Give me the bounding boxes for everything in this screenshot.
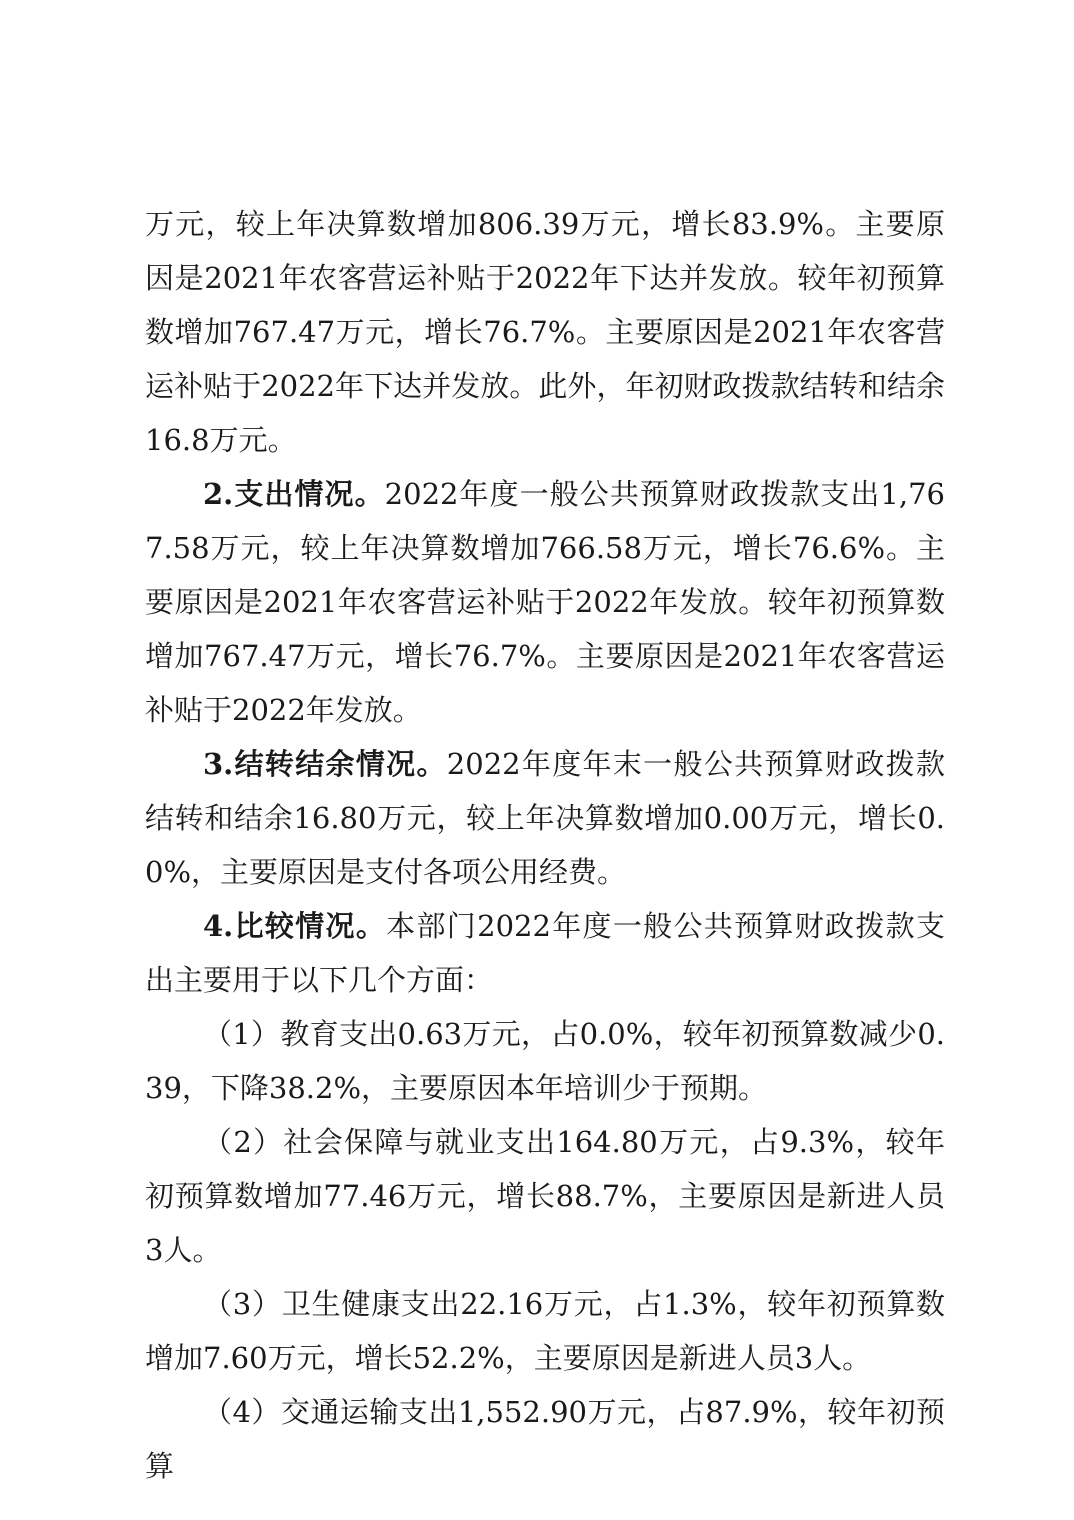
- paragraph-heading: 2.支出情况。: [203, 477, 385, 511]
- list-item-education: [145, 1007, 945, 1115]
- paragraph-carryover: [145, 737, 945, 899]
- list-item-social-security: [145, 1115, 945, 1277]
- paragraph-text: 本部门2022年度一般公共预算财政拨款支出主要用于以下几个方面：: [145, 909, 945, 997]
- body-text: [145, 197, 945, 1493]
- paragraph-heading: 4.比较情况。: [203, 909, 387, 943]
- paragraph-income-continued: [145, 197, 945, 467]
- paragraph-text: 万元，较上年决算数增加806.39万元，增长83.9%。主要原因是2021年农客营运补贴于2022年下达并发放。较年初预算数增加767.47万元，增长76.7%。主要原因是2021年农客营运补贴于2022年下达并发放。此外，年初财政拨款结转和结余16.8万元。: [145, 207, 945, 457]
- paragraph-heading: 3.结转结余情况。: [203, 747, 447, 781]
- paragraph-text: （1）教育支出0.63万元，占0.0%，较年初预算数减少0.39，下降38.2%，主要原因本年培训少于预期。: [145, 1017, 945, 1105]
- paragraph-text: 2022年度年末一般公共预算财政拨款结转和结余16.80万元，较上年决算数增加0.00万元，增长0.0%，主要原因是支付各项公用经费。: [145, 747, 945, 889]
- paragraph-text: （2）社会保障与就业支出164.80万元，占9.3%，较年初预算数增加77.46万元，增长88.7%，主要原因是新进人员3人。: [145, 1125, 945, 1267]
- list-item-transport: [145, 1385, 945, 1493]
- paragraph-expenditure: [145, 467, 945, 737]
- paragraph-text: （3）卫生健康支出22.16万元，占1.3%，较年初预算数增加7.60万元，增长52.2%，主要原因是新进人员3人。: [145, 1287, 945, 1375]
- list-item-health: [145, 1277, 945, 1385]
- paragraph-text: （4）交通运输支出1,552.90万元，占87.9%，较年初预算: [145, 1395, 945, 1483]
- paragraph-comparison: [145, 899, 945, 1007]
- paragraph-text: 2022年度一般公共预算财政拨款支出1,767.58万元，较上年决算数增加766.58万元，增长76.6%。主要原因是2021年农客营运补贴于2022年发放。较年初预算数增加767.47万元，增长76.7%。主要原因是2021年农客营运补贴于2022年发放。: [145, 477, 946, 727]
